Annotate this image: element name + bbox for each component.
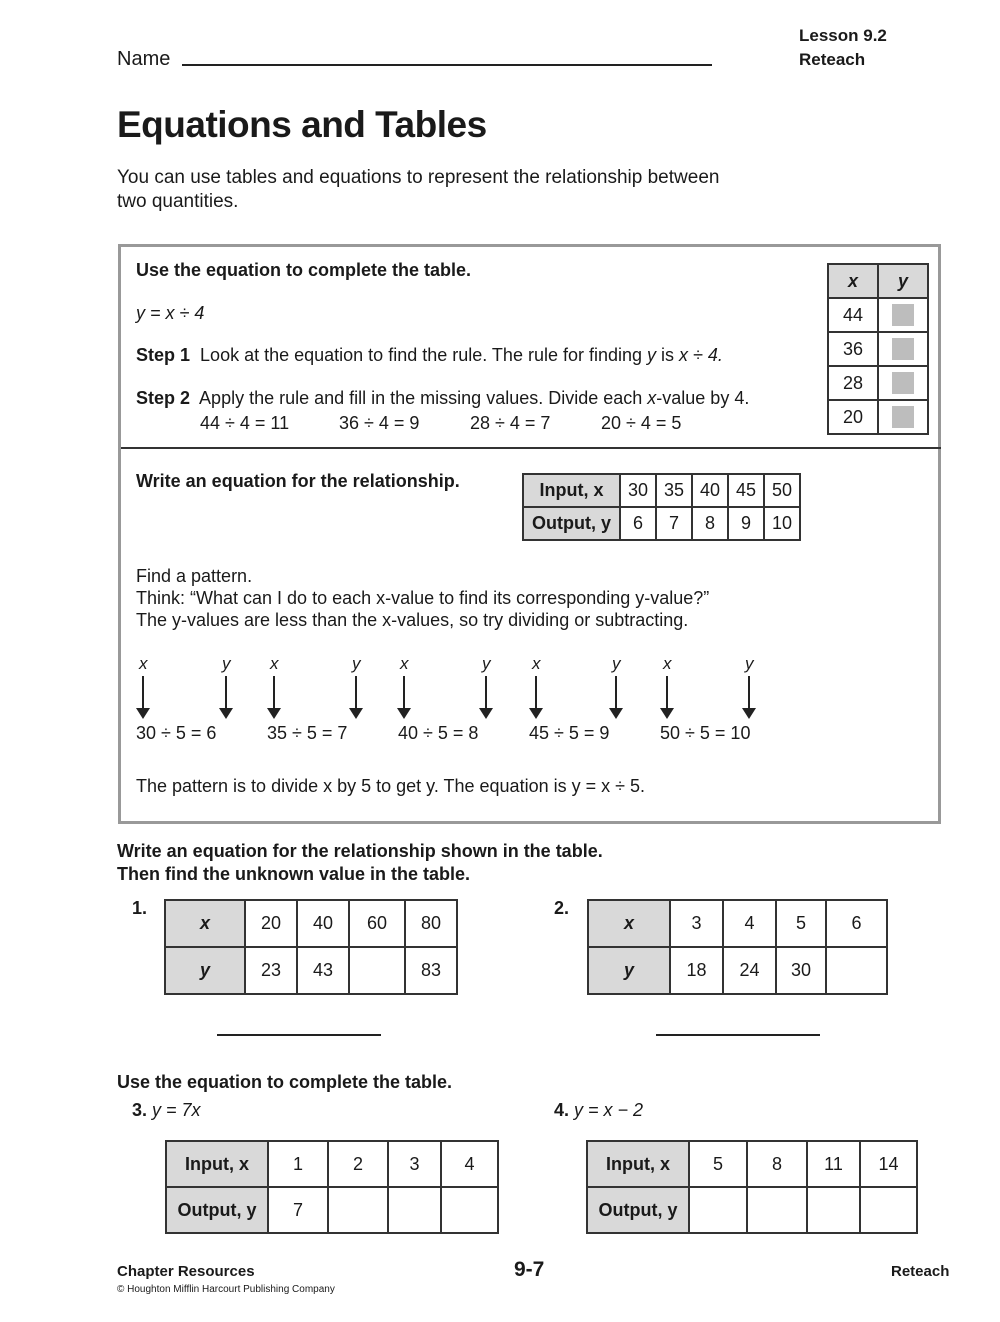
table-cell: 8 <box>692 507 728 540</box>
input-label: Input, x <box>523 474 620 507</box>
page-title: Equations and Tables <box>117 104 487 145</box>
step2-calc-2: 36 ÷ 4 = 9 <box>339 413 420 433</box>
table-cell: 7 <box>656 507 692 540</box>
table-cell: 1 <box>268 1141 328 1187</box>
step1-label: Step 1 <box>136 345 191 365</box>
table-cell: 44 <box>828 298 878 332</box>
table-row <box>588 947 887 994</box>
table-row <box>166 1141 498 1187</box>
problem4-number: 4. <box>554 1100 570 1120</box>
table-cell: 40 <box>692 474 728 507</box>
example2-heading: Write an equation for the relationship. <box>136 471 460 491</box>
step1-text: Look at the equation to find the rule. The rule for finding <box>200 345 648 365</box>
section1-heading-line1: Write an equation for the relationship shown in the table. <box>117 841 603 861</box>
table-cell: 18 <box>670 947 723 994</box>
section2-heading: Use the equation to complete the table. <box>117 1072 453 1092</box>
example-divider <box>121 447 941 449</box>
problem3-label <box>132 1099 201 1121</box>
table-cell: 2 <box>328 1141 388 1187</box>
table-row <box>828 298 928 332</box>
table-cell: 14 <box>860 1141 917 1187</box>
arrow-label-x: x <box>270 654 279 673</box>
table-cell: 83 <box>405 947 457 994</box>
missing-value-cell[interactable] <box>878 400 928 434</box>
find-pattern: Find a pattern. <box>136 566 253 586</box>
lesson-subtitle: Reteach <box>799 50 866 69</box>
page-number: 9-7 <box>514 1258 545 1281</box>
problem3-number: 3. <box>132 1100 148 1120</box>
footer-reteach: Reteach <box>891 1263 950 1280</box>
unknown-value-cell[interactable] <box>826 947 887 994</box>
table-cell: 60 <box>349 900 405 947</box>
pattern-calc-2: 35 ÷ 5 = 7 <box>267 723 348 743</box>
step2-calc-4: 20 ÷ 4 = 5 <box>601 413 682 433</box>
table-cell: 4 <box>723 900 776 947</box>
table-head-x: x <box>165 900 245 947</box>
table-head-y: y <box>165 947 245 994</box>
pattern-calc-1: 30 ÷ 5 = 6 <box>136 723 217 743</box>
step2-var: x <box>647 388 657 408</box>
table-cell: 24 <box>723 947 776 994</box>
example2-table <box>522 473 801 541</box>
lesson-number: Lesson 9.2 <box>799 26 887 45</box>
table-row <box>588 900 887 947</box>
table-row <box>165 947 457 994</box>
table-head-y: y <box>588 947 670 994</box>
table-cell: 43 <box>297 947 349 994</box>
unknown-value-cell[interactable] <box>349 947 405 994</box>
arrow-label-y: y <box>745 654 754 673</box>
arrow-label-x: x <box>532 654 541 673</box>
table-row <box>828 332 928 366</box>
table-row <box>523 474 800 507</box>
table-row <box>165 900 457 947</box>
answer-cell[interactable] <box>328 1187 388 1233</box>
table-row <box>587 1187 917 1233</box>
problem4-equation: y = x − 2 <box>574 1100 644 1120</box>
answer-box <box>892 406 914 428</box>
table-cell: 10 <box>764 507 800 540</box>
pattern-calc-3: 40 ÷ 5 = 8 <box>398 723 479 743</box>
problem4-table <box>586 1140 918 1234</box>
problem3-table <box>165 1140 499 1234</box>
table-cell: 20 <box>828 400 878 434</box>
section1-heading <box>117 840 603 886</box>
arrow-label-y: y <box>612 654 621 673</box>
missing-value-cell[interactable] <box>878 332 928 366</box>
step1-text-b: is <box>656 345 680 365</box>
think-text: Think: “What can I do to each x-value to find its corresponding y-value?” <box>136 588 710 608</box>
table-cell: 30 <box>776 947 826 994</box>
table-cell: 3 <box>670 900 723 947</box>
answer-cell[interactable] <box>689 1187 747 1233</box>
table-cell: 6 <box>826 900 887 947</box>
example1-heading: Use the equation to complete the table. <box>136 260 472 280</box>
table-head-y: y <box>878 264 928 298</box>
section1-heading-line2: Then find the unknown value in the table. <box>117 864 471 884</box>
table-cell: 23 <box>245 947 297 994</box>
table-cell: 50 <box>764 474 800 507</box>
table-cell: 4 <box>441 1141 498 1187</box>
output-label: Output, y <box>587 1187 689 1233</box>
answer-box <box>892 304 914 326</box>
table-head-x: x <box>828 264 878 298</box>
problem1-answer-line[interactable] <box>217 1034 381 1036</box>
table-cell: 7 <box>268 1187 328 1233</box>
step1-rule: x ÷ 4. <box>679 345 723 365</box>
input-label: Input, x <box>587 1141 689 1187</box>
intro-text <box>117 166 757 214</box>
table-cell: 8 <box>747 1141 807 1187</box>
output-label: Output, y <box>166 1187 268 1233</box>
example1-step1 <box>136 344 723 366</box>
step2-text-b: -value by 4. <box>656 388 750 408</box>
step1-var: y <box>647 345 657 365</box>
table-cell: 5 <box>776 900 826 947</box>
input-label: Input, x <box>166 1141 268 1187</box>
intro-line-1: You can use tables and equations to represent the relationship between <box>117 167 720 188</box>
problem1-table <box>164 899 458 995</box>
example1-table <box>827 263 929 435</box>
footer-copyright: © Houghton Mifflin Harcourt Publishing Company <box>117 1284 335 1295</box>
table-cell: 9 <box>728 507 764 540</box>
table-cell: 20 <box>245 900 297 947</box>
problem1-number: 1. <box>132 898 148 918</box>
name-line[interactable] <box>182 64 712 66</box>
problem2-table <box>587 899 888 995</box>
table-head-x: x <box>588 900 670 947</box>
arrow-label-y: y <box>482 654 491 673</box>
step2-text: Apply the rule and fill in the missing values. Divide each <box>199 388 648 408</box>
arrow-label-x: x <box>400 654 409 673</box>
step2-label: Step 2 <box>136 388 191 408</box>
table-cell: 80 <box>405 900 457 947</box>
table-cell: 40 <box>297 900 349 947</box>
pattern-conclusion: The pattern is to divide x by 5 to get y. The equation is y = x ÷ 5. <box>136 776 645 796</box>
answer-cell[interactable] <box>441 1187 498 1233</box>
table-row <box>587 1141 917 1187</box>
answer-cell[interactable] <box>747 1187 807 1233</box>
arrow-label-y: y <box>352 654 361 673</box>
table-row <box>828 366 928 400</box>
table-cell: 36 <box>828 332 878 366</box>
table-row <box>828 400 928 434</box>
table-row <box>166 1187 498 1233</box>
step2-calc-1: 44 ÷ 4 = 11 <box>200 413 290 433</box>
less-than-text: The y-values are less than the x-values, so try dividing or subtracting. <box>136 610 689 630</box>
table-cell: 3 <box>388 1141 441 1187</box>
output-label: Output, y <box>523 507 620 540</box>
missing-value-cell[interactable] <box>878 298 928 332</box>
answer-cell[interactable] <box>860 1187 917 1233</box>
table-cell: 11 <box>807 1141 860 1187</box>
problem2-number: 2. <box>554 898 570 918</box>
pattern-calc-4: 45 ÷ 5 = 9 <box>529 723 610 743</box>
step2-calc-3: 28 ÷ 4 = 7 <box>470 413 551 433</box>
problem2-answer-line[interactable] <box>656 1034 820 1036</box>
missing-value-cell[interactable] <box>878 366 928 400</box>
example1-equation: y = x ÷ 4 <box>136 303 205 323</box>
answer-cell[interactable] <box>807 1187 860 1233</box>
arrow-label-y: y <box>222 654 231 673</box>
footer-chapter: Chapter Resources <box>117 1263 255 1280</box>
table-cell: 35 <box>656 474 692 507</box>
pattern-calc-5: 50 ÷ 5 = 10 <box>660 723 751 743</box>
example1-step2 <box>136 387 749 409</box>
problem4-label <box>554 1099 643 1121</box>
name-label: Name <box>117 48 171 70</box>
problem3-equation: y = 7x <box>152 1100 201 1120</box>
table-row <box>523 507 800 540</box>
table-cell: 45 <box>728 474 764 507</box>
answer-box <box>892 372 914 394</box>
arrow-label-x: x <box>139 654 148 673</box>
answer-cell[interactable] <box>388 1187 441 1233</box>
answer-box <box>892 338 914 360</box>
intro-line-2: two quantities. <box>117 191 239 212</box>
table-cell: 30 <box>620 474 656 507</box>
table-cell: 28 <box>828 366 878 400</box>
arrow-label-x: x <box>663 654 672 673</box>
table-cell: 5 <box>689 1141 747 1187</box>
table-cell: 6 <box>620 507 656 540</box>
lesson-info <box>799 24 887 72</box>
